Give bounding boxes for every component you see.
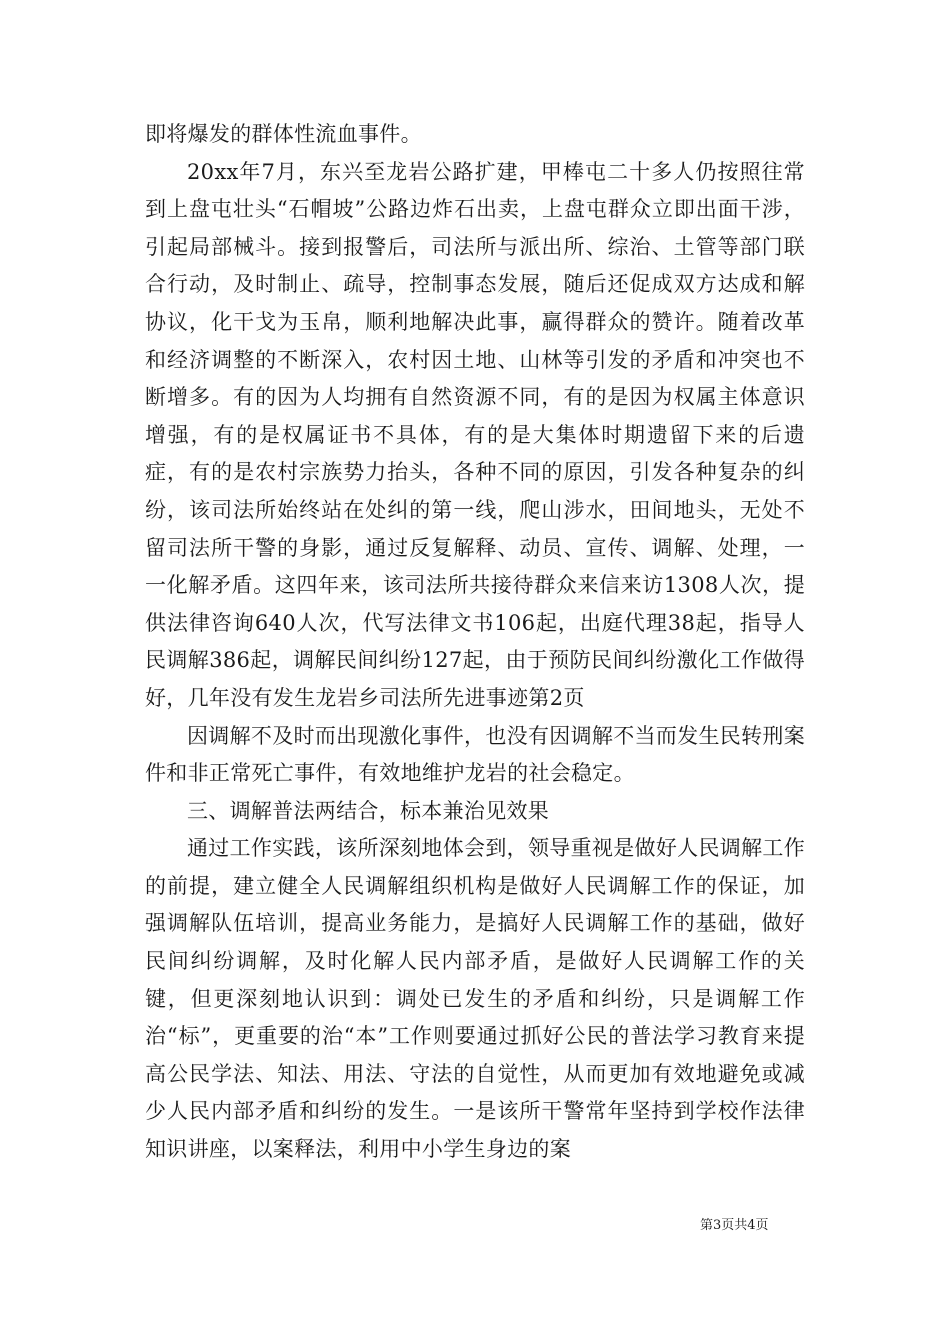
paragraph-road-dispute: 20xx年7月，东兴至龙岩公路扩建，甲棒屯二十多人仍按照往常到上盘屯壮头“石帽坡”公路边炸石出卖，上盘屯群众立即出面干涉，引起局部械斗。接到报警后，司法所与派出所、综治、土管等部门联合行动，及时制止、疏导，控制事态发展，随后还促成双方达成和解协议，化干戈为玉帛，顺利地解决此事，赢得群众的赞许。随着改革和经济调整的不断深入，农村因土地、山林等引发的矛盾和冲突也不断增多。有的因为人均拥有自然资源不同，有的是因为权属主体意识增强，有的是权属证书不具体，有的是大集体时期遗留下来的后遗症，有的是农村宗族势力抬头，各种不同的原因，引发各种复杂的纠纷，该司法所始终站在处纠的第一线，爬山涉水，田间地头，无处不留司法所干警的身影，通过反复解释、动员、宣传、调解、处理，一一化解矛盾。这四年来，该司法所共接待群众来信来访1308人次，提供法律咨询640人次，代写法律文书106起，出庭代理38起，指导人民调解386起，调解民间纠纷127起，由于预防民间纠纷激化工作做得好，几年没有发生龙岩乡司法所先进事迹第2页 xyxy=(145,159,805,710)
section-heading-three: 三、调解普法两结合，标本兼治见效果 xyxy=(187,798,550,823)
paragraph-stability: 因调解不及时而出现激化事件，也没有因调解不当而发生民转刑案件和非正常死亡事件，有效地维护龙岩的社会稳定。 xyxy=(145,723,805,786)
document-body xyxy=(145,116,805,1169)
paragraph-continuation: 即将爆发的群体性流血事件。 xyxy=(145,122,422,146)
paragraph-practice: 通过工作实践，该所深刻地体会到，领导重视是做好人民调解工作的前提，建立健全人民调解组织机构是做好人民调解工作的保证，加强调解队伍培训，提高业务能力，是搞好人民调解工作的基础，做好民间纠纷调解，及时化解人民内部矛盾，是做好人民调解工作的关键，但更深刻地认识到：调处已发生的矛盾和纠纷，只是调解工作治“标”，更重要的治“本”工作则要通过抓好公民的普法学习教育来提高公民学法、知法、用法、守法的自觉性，从而更加有效地避免或减少人民内部矛盾和纠纷的发生。一是该所干警常年坚持到学校作法律知识讲座，以案释法，利用中小学生身边的案 xyxy=(145,836,805,1162)
page-number-footer: 第3页共4页 xyxy=(700,1218,769,1233)
